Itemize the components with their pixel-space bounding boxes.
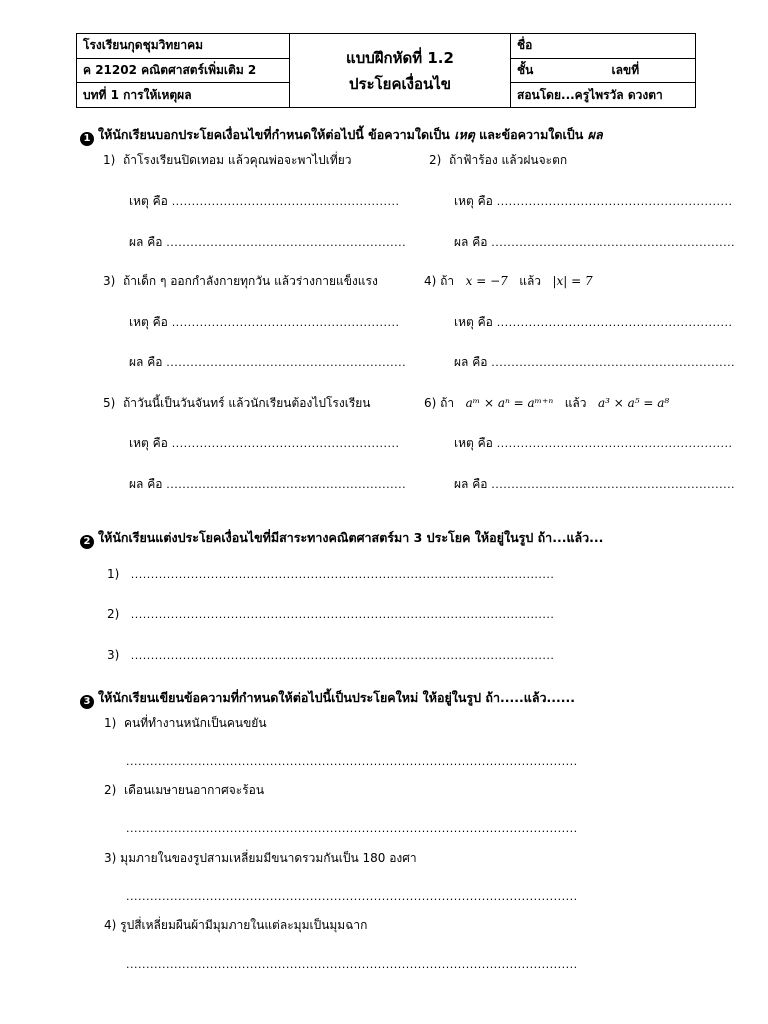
- math-expression: aᵐ × aⁿ = aᵐ⁺ⁿ: [465, 396, 554, 410]
- cause-answer-line[interactable]: เหตุ คือ ...........................................................: [454, 194, 733, 208]
- section3-answer-line[interactable]: .................................................................................................................: [126, 755, 578, 768]
- section3-question-1: 1) คนที่ทำงานหนักเป็นคนขยัน: [104, 716, 267, 730]
- cause-answer-line[interactable]: เหตุ คือ .........................................................: [129, 194, 400, 208]
- name-field: ชื่อ: [511, 34, 696, 59]
- unit-title: บทที่ 1 การให้เหตุผล: [77, 83, 290, 108]
- section3-instruction: 3 ให้นักเรียนเขียนข้อความที่กำหนดให้ต่อไปนี้เป็นประโยคใหม่ ให้อยู่ในรูป ถ้า.....แล้ว......: [80, 688, 575, 709]
- effect-answer-line[interactable]: ผล คือ .............................................................: [454, 355, 736, 369]
- cause-answer-line[interactable]: เหตุ คือ .........................................................: [129, 315, 400, 329]
- math-expression: x = −7: [465, 274, 508, 288]
- question-6: 6) ถ้า aᵐ × aⁿ = aᵐ⁺ⁿ แล้ว a³ × a⁵ = a⁸: [424, 396, 670, 410]
- section3-question-3: 3) มุมภายในของรูปสามเหลี่ยมมีขนาดรวมกันเป็น 180 องศา: [104, 851, 417, 865]
- teacher-name: สอนโดย...ครูไพรวัล ดวงตา: [511, 83, 696, 108]
- section3-question-2: 2) เดือนเมษายนอากาศจะร้อน: [104, 783, 265, 797]
- section2-marker: 2: [80, 535, 94, 549]
- question-4: 4) ถ้า x = −7 แล้ว |x| = 7: [424, 274, 593, 288]
- math-expression: |x| = 7: [552, 274, 593, 288]
- effect-answer-line[interactable]: ผล คือ ............................................................: [129, 235, 407, 249]
- cause-answer-line[interactable]: เหตุ คือ ...........................................................: [454, 436, 733, 450]
- section2-answer-3[interactable]: 3) ..........................................................................................................: [107, 648, 555, 662]
- worksheet-title: [290, 34, 511, 108]
- effect-answer-line[interactable]: ผล คือ .............................................................: [454, 235, 736, 249]
- section3-question-4: 4) รูปสี่เหลี่ยมผืนผ้ามีมุมภายในแต่ละมุมเป็นมุมฉาก: [104, 918, 368, 932]
- school-name: โรงเรียนกุดชุมวิทยาคม: [77, 34, 290, 59]
- title-line-2: ประโยคเงื่อนไข: [348, 74, 452, 93]
- effect-answer-line[interactable]: ผล คือ ............................................................: [129, 355, 407, 369]
- section3-marker: 3: [80, 695, 94, 709]
- section3-answer-line[interactable]: .................................................................................................................: [126, 958, 578, 971]
- section2-answer-2[interactable]: 2) ..........................................................................................................: [107, 607, 555, 621]
- section1-marker: 1: [80, 132, 94, 146]
- cause-answer-line[interactable]: เหตุ คือ ...........................................................: [454, 315, 733, 329]
- question-5: 5) ถ้าวันนี้เป็นวันจันทร์ แล้วนักเรียนต้องไปโรงเรียน: [103, 396, 371, 410]
- section1-instruction: 1 ให้นักเรียนบอกประโยคเงื่อนไขที่กำหนดให้ต่อไปนี้ ข้อความใดเป็น เหตุ และข้อความใดเป็น ผล: [80, 125, 603, 146]
- section3-answer-line[interactable]: .................................................................................................................: [126, 890, 578, 903]
- title-line-1: แบบฝึกหัดที่ 1.2: [346, 48, 454, 67]
- number-label: เลขที่: [611, 62, 640, 77]
- course-code: ค 21202 คณิตศาสตร์เพิ่มเติม 2: [77, 58, 290, 83]
- section2-answer-1[interactable]: 1) ..........................................................................................................: [107, 567, 555, 581]
- question-1: 1) ถ้าโรงเรียนปิดเทอม แล้วคุณพ่อจะพาไปเที่ยว: [103, 153, 352, 167]
- section2-instruction: 2 ให้นักเรียนแต่งประโยคเงื่อนไขที่มีสาระทางคณิตศาสตร์มา 3 ประโยค ให้อยู่ในรูป ถ้า...แล้ว...: [80, 528, 603, 549]
- question-2: 2) ถ้าฟ้าร้อง แล้วฝนจะตก: [429, 153, 568, 167]
- effect-answer-line[interactable]: ผล คือ ............................................................: [129, 477, 407, 491]
- math-expression: a³ × a⁵ = a⁸: [597, 396, 670, 410]
- worksheet-header: [76, 33, 696, 108]
- effect-answer-line[interactable]: ผล คือ .............................................................: [454, 477, 736, 491]
- class-field: [511, 58, 696, 83]
- question-3: 3) ถ้าเด็ก ๆ ออกกำลังกายทุกวัน แล้วร่างกายแข็งแรง: [103, 274, 378, 288]
- class-label: ชั้น: [517, 62, 534, 77]
- cause-answer-line[interactable]: เหตุ คือ .........................................................: [129, 436, 400, 450]
- section3-answer-line[interactable]: .................................................................................................................: [126, 822, 578, 835]
